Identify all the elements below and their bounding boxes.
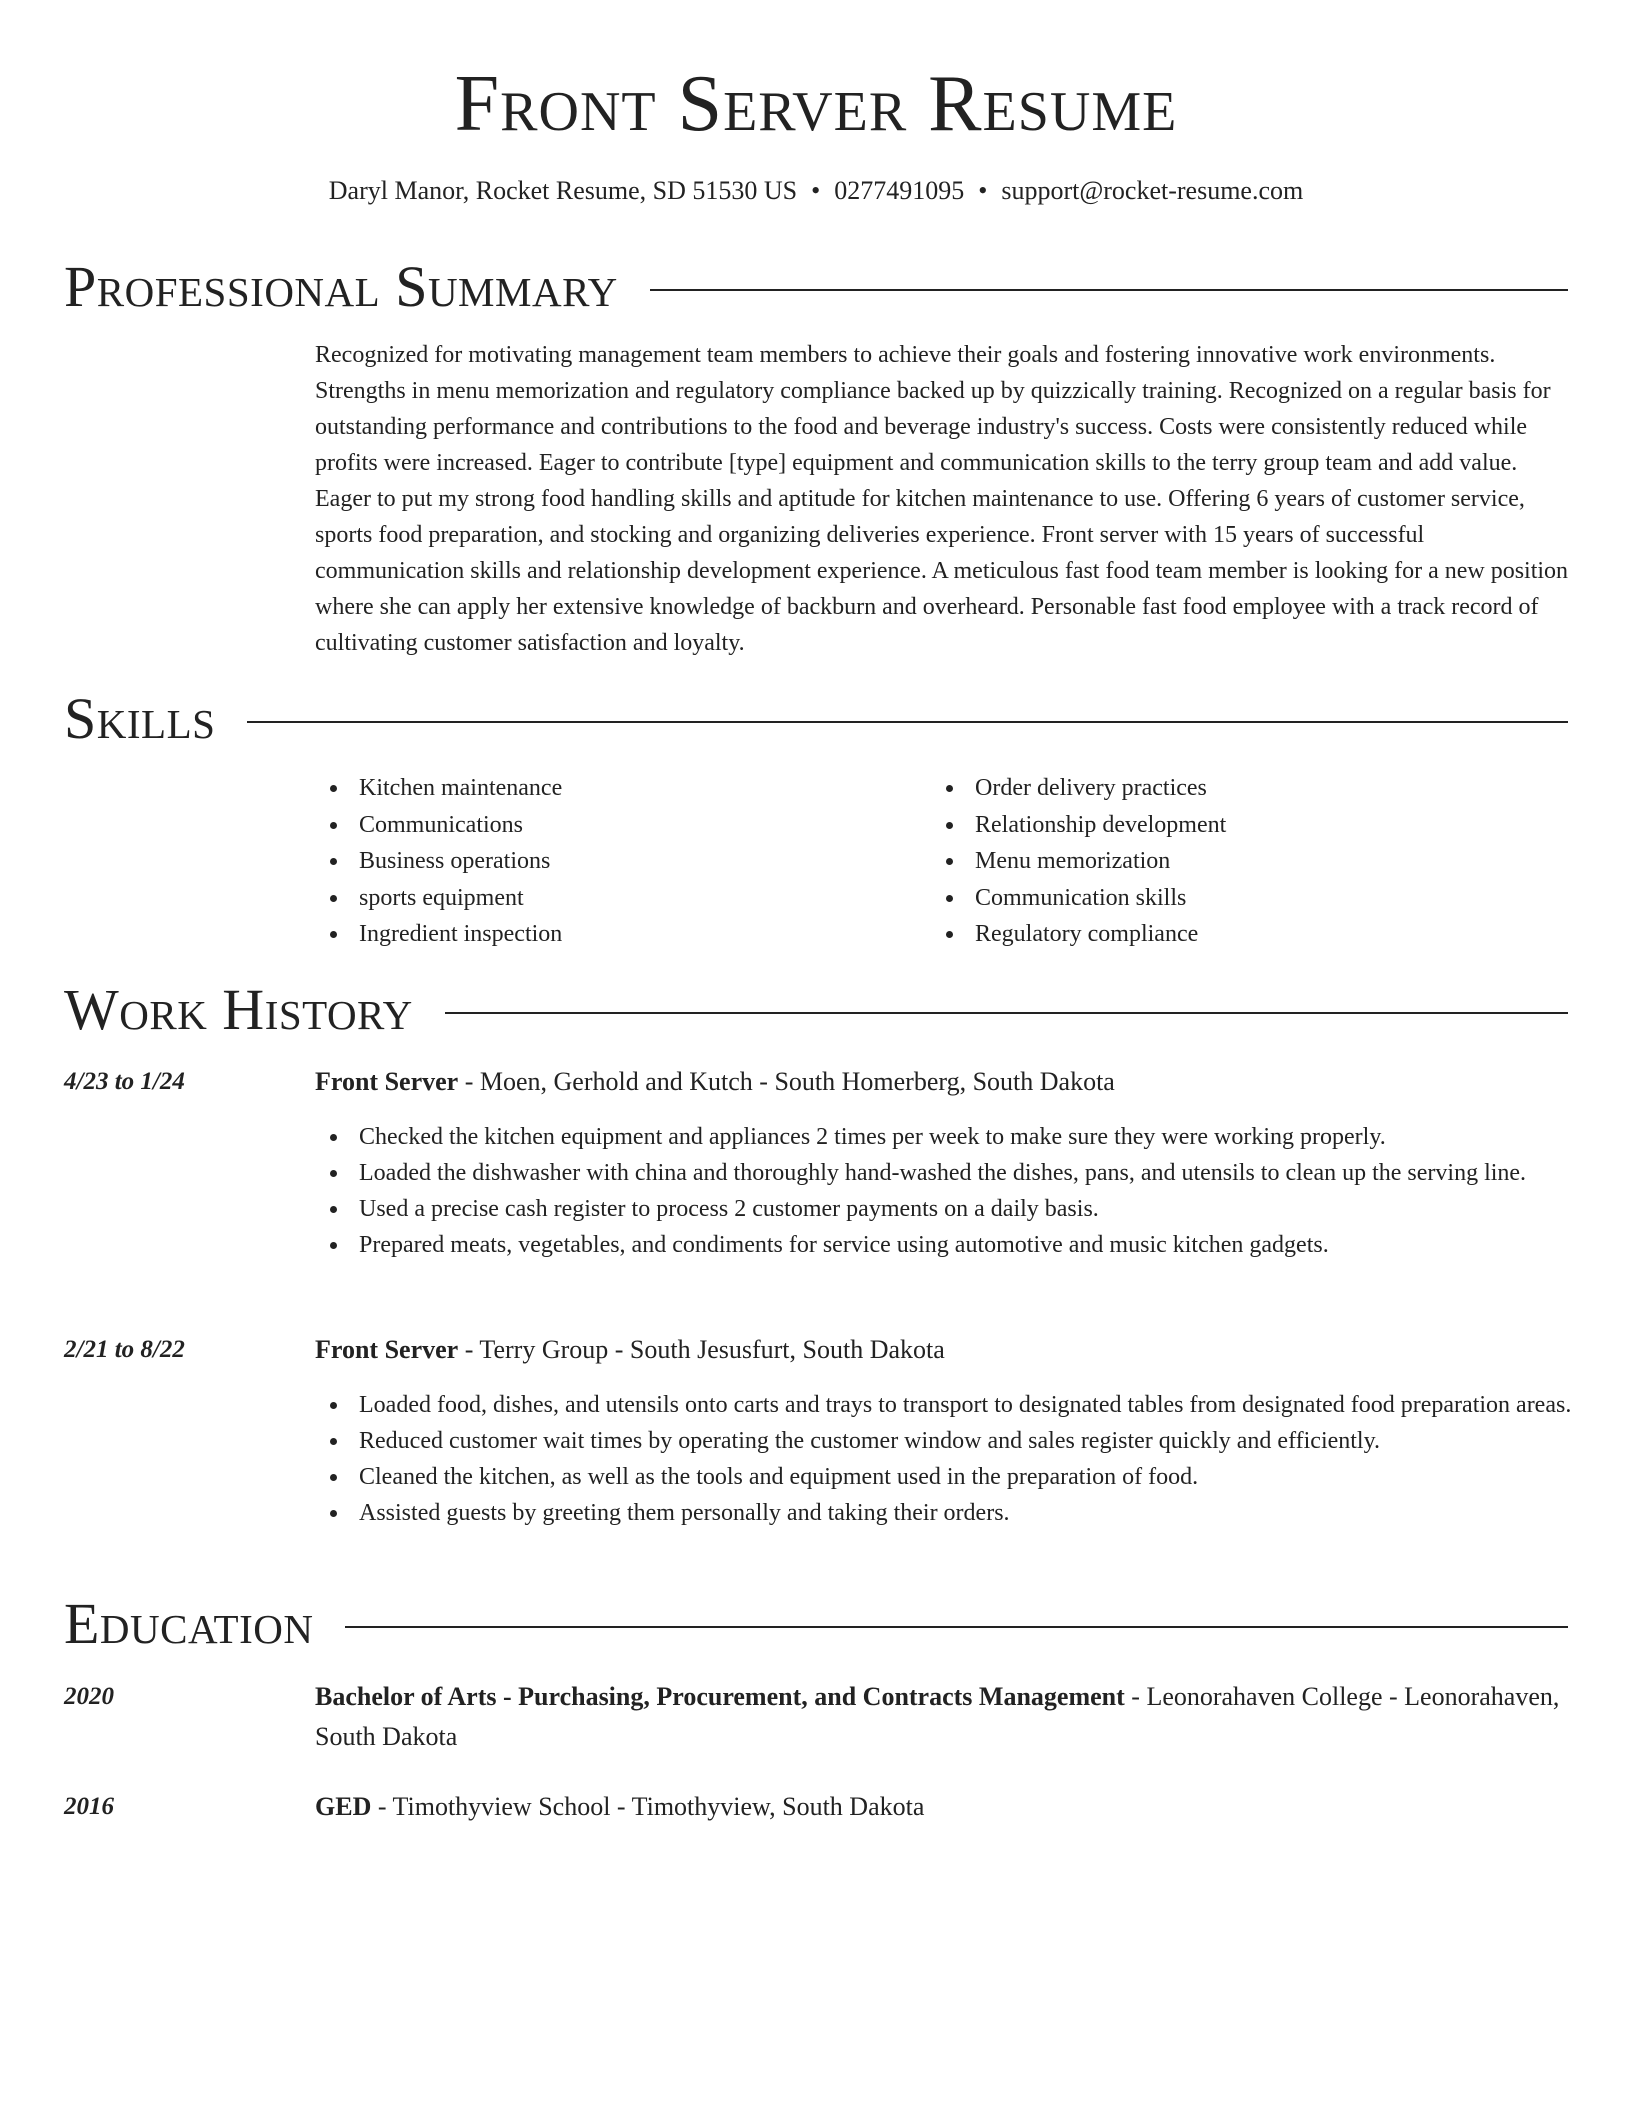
job-bullet: Checked the kitchen equipment and appliances 2 times per week to make sure they were working properly.: [315, 1119, 1572, 1155]
education-section-header: [64, 1592, 1568, 1656]
education-year: 2016: [64, 1793, 114, 1820]
job-heading: [315, 1062, 1572, 1102]
job-dates: 2/21 to 8/22: [64, 1336, 185, 1363]
job-bullet: Reduced customer wait times by operating the customer window and sales register quickly and efficiently.: [315, 1423, 1572, 1459]
bullet-icon: [946, 785, 953, 792]
bullet-icon: [946, 858, 953, 865]
job-bullet: Assisted guests by greeting them personally and taking their orders.: [315, 1495, 1572, 1531]
education-degree: GED: [315, 1792, 372, 1821]
bullet-icon: [330, 1402, 337, 1409]
bullet-icon: [330, 1134, 337, 1141]
skill-item: Regulatory compliance: [931, 916, 1531, 953]
section-heading-work: Work History: [64, 977, 413, 1042]
summary-body: [315, 337, 1572, 661]
section-divider: [650, 289, 1568, 291]
section-heading-summary: Professional Summary: [64, 254, 618, 319]
education-entry: [315, 1677, 1572, 1757]
education-details: - Leonorahaven College - Leonorahaven, South Dakota: [315, 1682, 1560, 1751]
education-degree: Bachelor of Arts - Purchasing, Procurement, and Contracts Management: [315, 1682, 1125, 1711]
bullet-icon: [946, 931, 953, 938]
summary-text: Recognized for motivating management team members to achieve their goals and fostering innovative work environments. Strengths in menu memorization and regulatory compliance backed up by quizzically training. Recognized on a regular basis for outstanding performance and contributions to the food and beverage industry's success. Costs were consistently reduced while profits were increased. Eager to contribute [type] equipment and communication skills to the terry group team and add value. Eager to put my strong food handling skills and aptitude for kitchen maintenance to use. Offering 6 years of customer service, sports food preparation, and stocking and organizing deliveries experience. Front server with 15 years of successful communication skills and relationship development experience. A meticulous fast food team member is looking for a new position where she can apply her extensive knowledge of backburn and overheard. Personable fast food employee with a track record of cultivating customer satisfaction and loyalty.: [315, 342, 1569, 656]
job-bullet: Prepared meats, vegetables, and condiments for service using automotive and music kitchen gadgets.: [315, 1227, 1572, 1263]
section-divider: [445, 1012, 1568, 1014]
skill-item: sports equipment: [315, 880, 915, 917]
skills-list-left: [315, 770, 915, 953]
contact-separator: •: [811, 176, 821, 205]
bullet-icon: [330, 1206, 337, 1213]
job-details: - Terry Group - South Jesusfurt, South Dakota: [458, 1335, 945, 1364]
job-dates: 4/23 to 1/24: [64, 1068, 185, 1095]
job-title: Front Server: [315, 1067, 459, 1096]
skill-item: Kitchen maintenance: [315, 770, 915, 807]
section-heading-education: Education: [64, 1591, 314, 1656]
skill-item: Ingredient inspection: [315, 916, 915, 953]
skill-item: Business operations: [315, 843, 915, 880]
summary-section-header: [64, 255, 1568, 319]
job-bullet: Loaded the dishwasher with china and thoroughly hand-washed the dishes, pans, and utensils to clean up the serving line.: [315, 1155, 1572, 1191]
bullet-icon: [946, 895, 953, 902]
skill-item: Communication skills: [931, 880, 1531, 917]
bullet-icon: [330, 1242, 337, 1249]
bullet-icon: [330, 785, 337, 792]
bullet-icon: [330, 931, 337, 938]
bullet-icon: [330, 822, 337, 829]
skill-item: Order delivery practices: [931, 770, 1531, 807]
skill-item: Relationship development: [931, 807, 1531, 844]
bullet-icon: [330, 1474, 337, 1481]
job-bullets: [315, 1119, 1572, 1263]
contact-address: Daryl Manor, Rocket Resume, SD 51530 US: [328, 176, 798, 205]
skill-item: Communications: [315, 807, 915, 844]
section-divider: [345, 1626, 1568, 1628]
skill-item: Menu memorization: [931, 843, 1531, 880]
job-details: - Moen, Gerhold and Kutch - South Homerberg, South Dakota: [458, 1067, 1115, 1096]
contact-line: [0, 174, 1632, 208]
bullet-icon: [946, 822, 953, 829]
skills-section-header: [64, 687, 1568, 751]
skills-list-right: [931, 770, 1531, 953]
job-title: Front Server: [315, 1335, 459, 1364]
bullet-icon: [330, 858, 337, 865]
job-bullet: Used a precise cash register to process 2 customer payments on a daily basis.: [315, 1191, 1572, 1227]
section-heading-skills: Skills: [64, 686, 216, 751]
bullet-icon: [330, 1170, 337, 1177]
job-bullet: Loaded food, dishes, and utensils onto carts and trays to transport to designated tables from designated food preparation areas.: [315, 1387, 1572, 1423]
contact-email[interactable]: support@rocket-resume.com: [1001, 176, 1304, 205]
education-year: 2020: [64, 1683, 114, 1710]
job-heading: [315, 1330, 1572, 1370]
bullet-icon: [330, 1438, 337, 1445]
section-divider: [247, 721, 1568, 723]
contact-separator: •: [978, 176, 988, 205]
bullet-icon: [330, 1510, 337, 1517]
page-title: Front Server Resume: [454, 60, 1178, 148]
contact-phone: 0277491095: [834, 176, 965, 205]
work-section-header: [64, 978, 1568, 1042]
job-bullets: [315, 1387, 1572, 1531]
education-entry: [315, 1787, 1572, 1827]
education-details: - Timothyview School - Timothyview, South Dakota: [371, 1792, 925, 1821]
job-bullet: Cleaned the kitchen, as well as the tools and equipment used in the preparation of food.: [315, 1459, 1572, 1495]
bullet-icon: [330, 895, 337, 902]
